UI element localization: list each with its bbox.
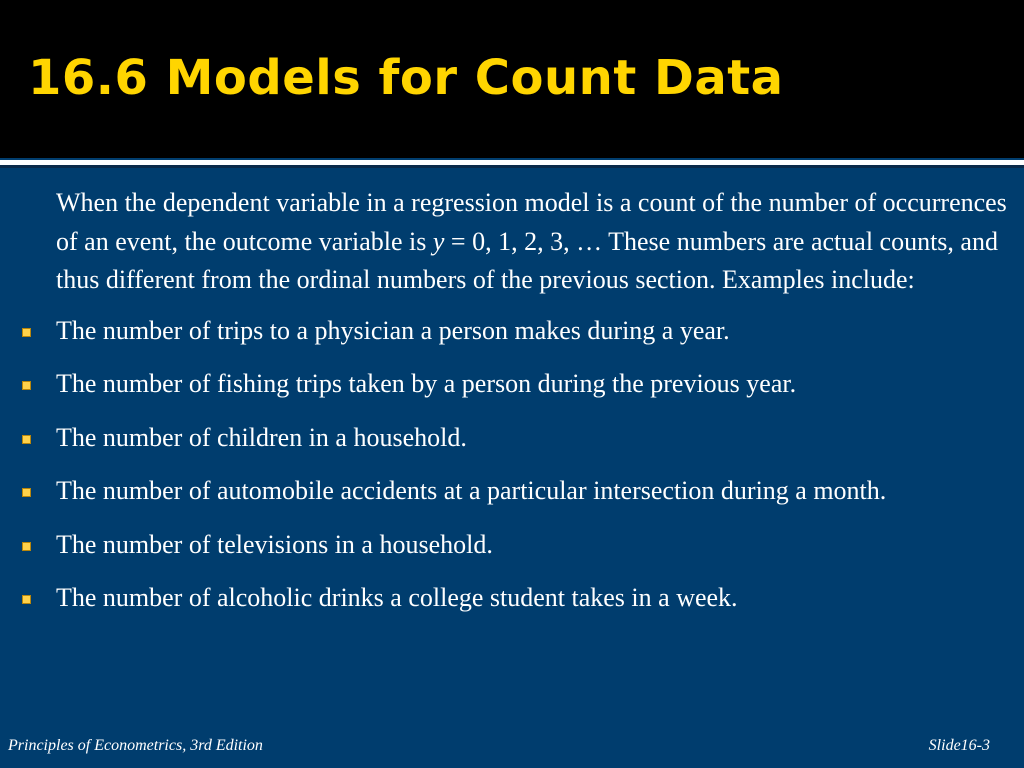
square-bullet-icon xyxy=(22,328,31,337)
title-divider-shadow xyxy=(0,165,1024,168)
slide-title: 16.6 Models for Count Data xyxy=(28,50,784,106)
square-bullet-icon xyxy=(22,542,31,551)
slide-body xyxy=(0,184,1024,633)
intro-paragraph xyxy=(56,184,1014,300)
intro-variable: y xyxy=(432,226,445,256)
list-item xyxy=(0,365,966,404)
list-item-text: The number of children in a household. xyxy=(56,422,467,452)
list-item xyxy=(0,579,966,618)
footer-slide-number: Slide16-3 xyxy=(928,737,990,754)
intro-text-start: When the dependent variable in a regression model is a count of the number of occurrences of an event, the outcome variable is xyxy=(56,188,1007,256)
example-list xyxy=(0,312,1024,618)
list-item-text: The number of alcoholic drinks a college student takes in a week. xyxy=(56,583,738,612)
list-item xyxy=(0,312,966,351)
list-item xyxy=(0,419,966,458)
list-item-text: The number of fishing trips taken by a person during the previous year. xyxy=(56,369,797,398)
list-item-text: The number of trips to a physician a person makes during a year. xyxy=(56,315,730,345)
list-item xyxy=(0,526,966,565)
list-item-text: The number of televisions in a household. xyxy=(56,529,493,559)
square-bullet-icon xyxy=(22,488,31,497)
intro-text-end: = 0, 1, 2, 3, … These numbers are actual counts, and thus different from the ordinal numbers of the previous section. Examples include: xyxy=(56,226,998,294)
square-bullet-icon xyxy=(22,381,31,390)
square-bullet-icon xyxy=(22,595,31,604)
footer-book-title: Principles of Econometrics, 3rd Edition xyxy=(8,737,263,754)
square-bullet-icon xyxy=(22,435,31,444)
list-item-text: The number of automobile accidents at a particular intersection during a month. xyxy=(56,476,887,505)
list-item xyxy=(0,472,966,511)
